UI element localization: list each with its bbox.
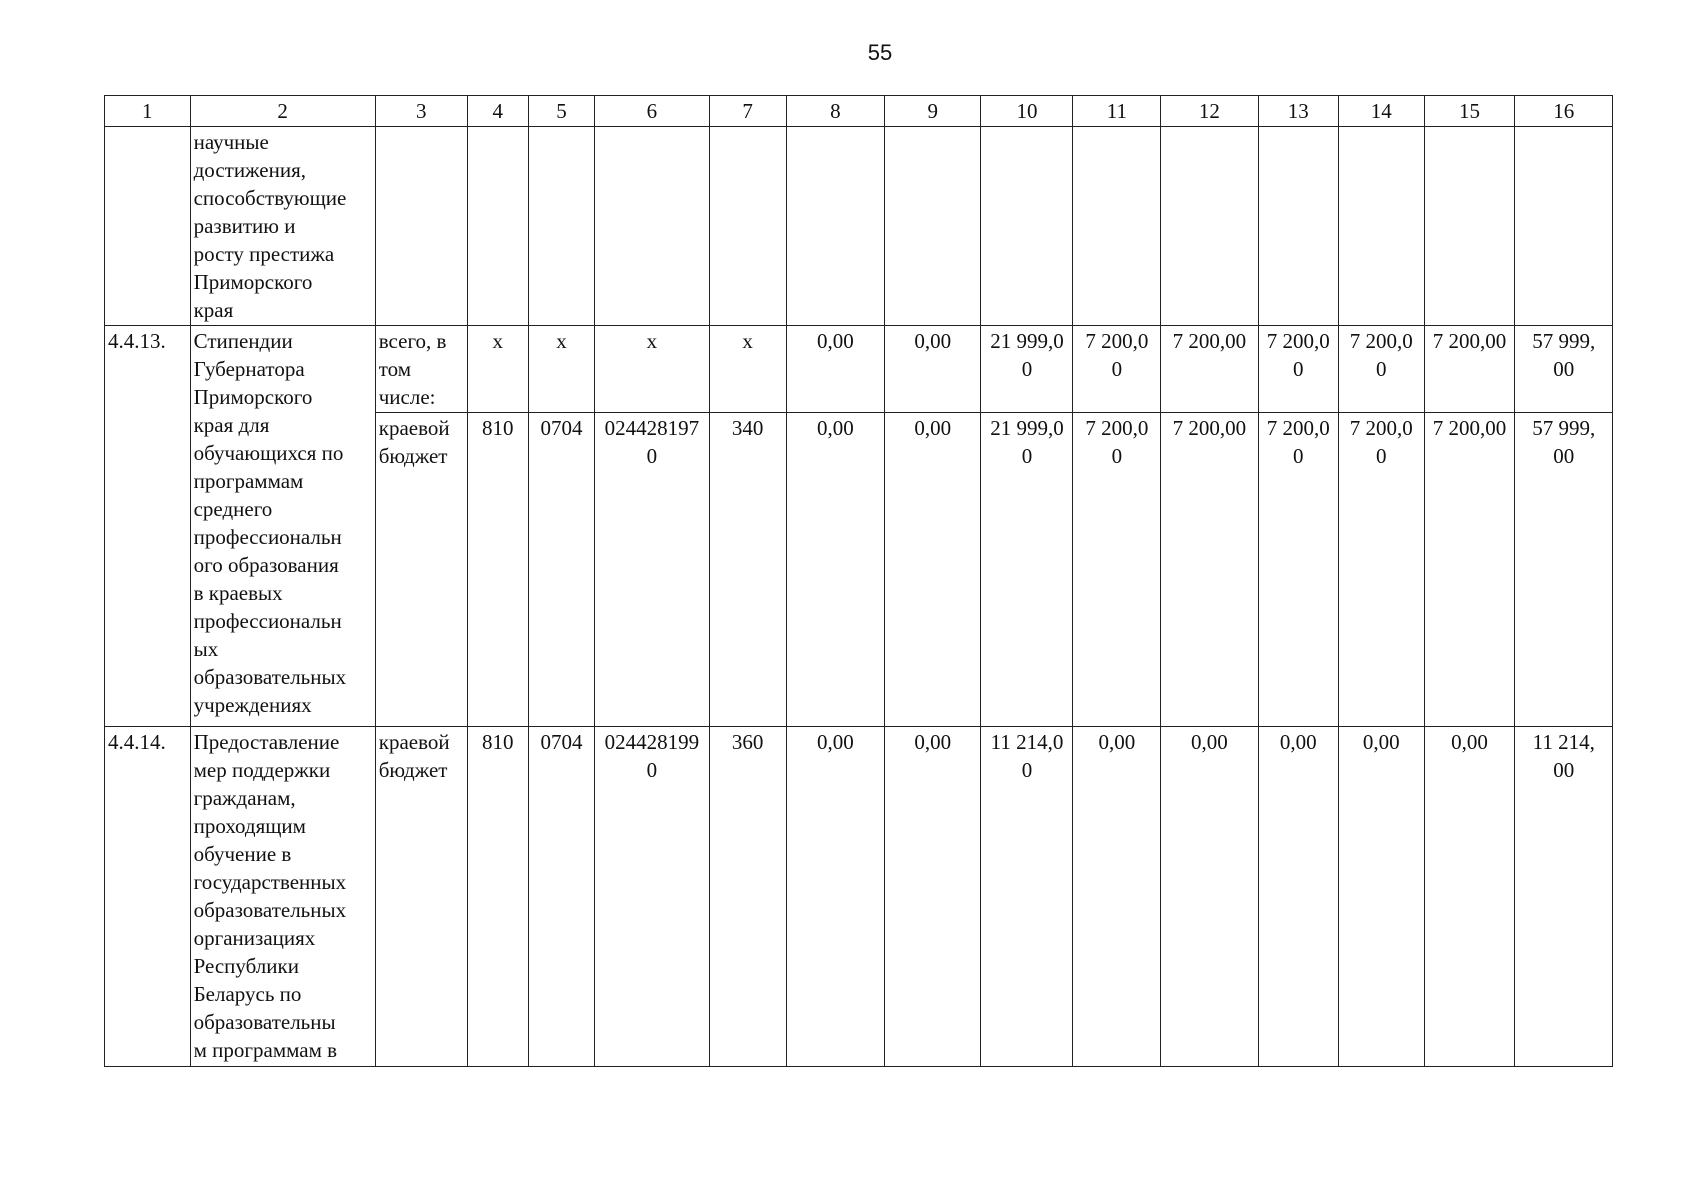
col-header-6: 6 <box>595 96 710 127</box>
col-header-3: 3 <box>375 96 467 127</box>
cell-col13: 0,00 <box>1258 727 1338 1067</box>
cell-col14: 7 200,0 0 <box>1338 413 1424 727</box>
cell-col6: 024428199 0 <box>595 727 710 1067</box>
cell-col7: 360 <box>709 727 786 1067</box>
cell-col8: 0,00 <box>786 413 884 727</box>
row-name-4-4-14: Предоставление мер поддержки гражданам, проходящим обучение в государственных образовательных организациях Республики Беларусь по образовательны м программам в <box>190 727 375 1067</box>
budget-table <box>104 95 1613 1067</box>
cell-col10: 21 999,0 0 <box>981 413 1073 727</box>
cell-col15: 7 200,00 <box>1424 326 1515 413</box>
row-name-4-4-13: Стипендии Губернатора Приморского края для обучающихся по программам среднего профессиональн ого образования в краевых профессиональн ых образовательных учреждениях <box>190 326 375 727</box>
cell-col4: х <box>467 326 528 413</box>
row-code-4-4-14: 4.4.14. <box>105 727 191 1067</box>
cell-col15: 0,00 <box>1424 727 1515 1067</box>
cell-col5: х <box>528 326 594 413</box>
cell-col5: 0704 <box>528 727 594 1067</box>
header-row <box>105 96 1613 127</box>
col-header-7: 7 <box>709 96 786 127</box>
cell-col9: 0,00 <box>885 326 981 413</box>
cell-col11: 7 200,0 0 <box>1073 326 1161 413</box>
cell-col5: 0704 <box>528 413 594 727</box>
col-header-1: 1 <box>105 96 191 127</box>
cell-col15: 7 200,00 <box>1424 413 1515 727</box>
funding-source-total: всего, в том числе: <box>375 326 467 413</box>
cell-col6: х <box>595 326 710 413</box>
cell-col13: 7 200,0 0 <box>1258 413 1338 727</box>
cell-col12: 7 200,00 <box>1161 326 1258 413</box>
cell-col8: 0,00 <box>786 326 884 413</box>
cell-col10: 11 214,0 0 <box>981 727 1073 1067</box>
table-row-4-4-14 <box>105 727 1613 1067</box>
cell-col4: 810 <box>467 727 528 1067</box>
col-header-10: 10 <box>981 96 1073 127</box>
col-header-4: 4 <box>467 96 528 127</box>
col-header-13: 13 <box>1258 96 1338 127</box>
row-code-4-4-13: 4.4.13. <box>105 326 191 727</box>
cell-col11: 7 200,0 0 <box>1073 413 1161 727</box>
cell-col9: 0,00 <box>885 727 981 1067</box>
cell-col14: 0,00 <box>1338 727 1424 1067</box>
col-header-5: 5 <box>528 96 594 127</box>
cell-col7: х <box>709 326 786 413</box>
cell-col11: 0,00 <box>1073 727 1161 1067</box>
col-header-14: 14 <box>1338 96 1424 127</box>
cell-col9: 0,00 <box>885 413 981 727</box>
table-row-continuation <box>105 127 1613 326</box>
col-header-12: 12 <box>1161 96 1258 127</box>
cell-col6: 024428197 0 <box>595 413 710 727</box>
col-header-2: 2 <box>190 96 375 127</box>
col-header-9: 9 <box>885 96 981 127</box>
col-header-15: 15 <box>1424 96 1515 127</box>
cell-col16: 57 999, 00 <box>1515 413 1613 727</box>
row-name-continuation: научные достижения, способствующие развитию и росту престижа Приморского края <box>190 127 375 326</box>
col-header-11: 11 <box>1073 96 1161 127</box>
cell-col16: 57 999, 00 <box>1515 326 1613 413</box>
funding-source-regional: краевой бюджет <box>375 727 467 1067</box>
cell-col10: 21 999,0 0 <box>981 326 1073 413</box>
cell-col7: 340 <box>709 413 786 727</box>
cell-col4: 810 <box>467 413 528 727</box>
col-header-8: 8 <box>786 96 884 127</box>
cell-col13: 7 200,0 0 <box>1258 326 1338 413</box>
cell-col12: 7 200,00 <box>1161 413 1258 727</box>
table-row-4-4-13-total <box>105 326 1613 413</box>
page-number: 55 <box>867 40 893 65</box>
cell-col16: 11 214, 00 <box>1515 727 1613 1067</box>
cell-col8: 0,00 <box>786 727 884 1067</box>
col-header-16: 16 <box>1515 96 1613 127</box>
cell-col12: 0,00 <box>1161 727 1258 1067</box>
funding-source-regional: краевой бюджет <box>375 413 467 727</box>
cell-col14: 7 200,0 0 <box>1338 326 1424 413</box>
